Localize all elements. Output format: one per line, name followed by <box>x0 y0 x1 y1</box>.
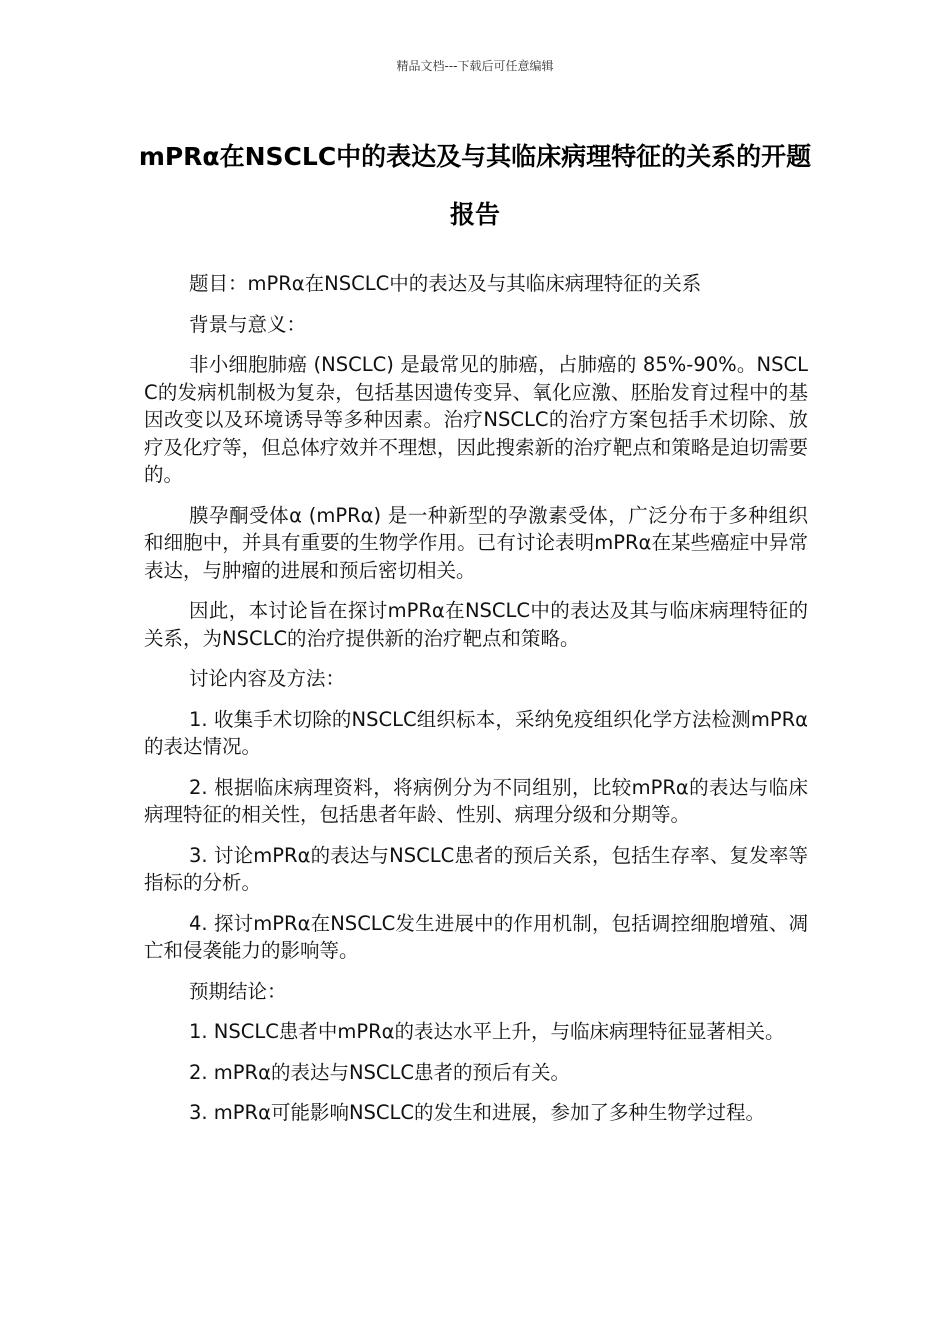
document-title: mPRα在NSCLC中的表达及与其临床病理特征的关系的开题报告 <box>138 142 812 229</box>
background-paragraph-2: 膜孕酮受体α (mPRα) 是一种新型的孕激素受体，广泛分布于多种组织和细胞中，并具有重要的生物学作用。已有讨论表明mPRα在某些癌症中异常表达，与肿瘤的进展和预后密切相关。 <box>144 503 808 582</box>
methods-item-2: 2. 根据临床病理资料，将病例分为不同组别，比较mPRα的表达与临床病理特征的相关性，包括患者年龄、性别、病理分级和分期等。 <box>144 775 808 826</box>
section-heading-methods: 讨论内容及方法： <box>189 667 346 690</box>
section-heading-background: 背景与意义： <box>189 312 307 336</box>
background-paragraph-1: 非小细胞肺癌 (NSCLC) 是最常见的肺癌，占肺癌的 85%-90%。NSCLC的发病机制极为复杂，包括基因遗传变异、氧化应激、胚胎发育过程中的基因改变以及环境诱导等多种因素。治疗NSCLC的治疗方案包括手术切除、放疗及化疗等，但总体疗效并不理想，因此搜索新的治疗靶点和策略是迫切需要的。 <box>144 353 808 486</box>
topic-line: 题目：mPRα在NSCLC中的表达及与其临床病理特征的关系 <box>189 272 702 295</box>
conclusion-item-1: 1. NSCLC患者中mPRα的表达水平上升，与临床病理特征显著相关。 <box>189 1020 785 1043</box>
document-body <box>144 270 808 1140</box>
conclusion-item-2: 2. mPRα的表达与NSCLC患者的预后有关。 <box>189 1060 571 1084</box>
methods-item-3: 3. 讨论mPRα的表达与NSCLC患者的预后关系，包括生存率、复发率等指标的分析。 <box>144 843 808 894</box>
methods-item-4: 4. 探讨mPRα在NSCLC发生进展中的作用机制，包括调控细胞增殖、凋亡和侵袭能力的影响等。 <box>144 911 808 962</box>
background-paragraph-3: 因此，本讨论旨在探讨mPRα在NSCLC中的表达及其与临床病理特征的关系，为NSCLC的治疗提供新的治疗靶点和策略。 <box>144 599 808 650</box>
section-heading-conclusions: 预期结论： <box>189 979 287 1003</box>
conclusion-item-3: 3. mPRα可能影响NSCLC的发生和进展，参加了多种生物学过程。 <box>189 1101 766 1124</box>
header-note: 精品文档---下载后可任意编辑 <box>396 59 554 73</box>
methods-item-1: 1. 收集手术切除的NSCLC组织标本，采纳免疫组织化学方法检测mPRα的表达情况。 <box>144 707 808 758</box>
